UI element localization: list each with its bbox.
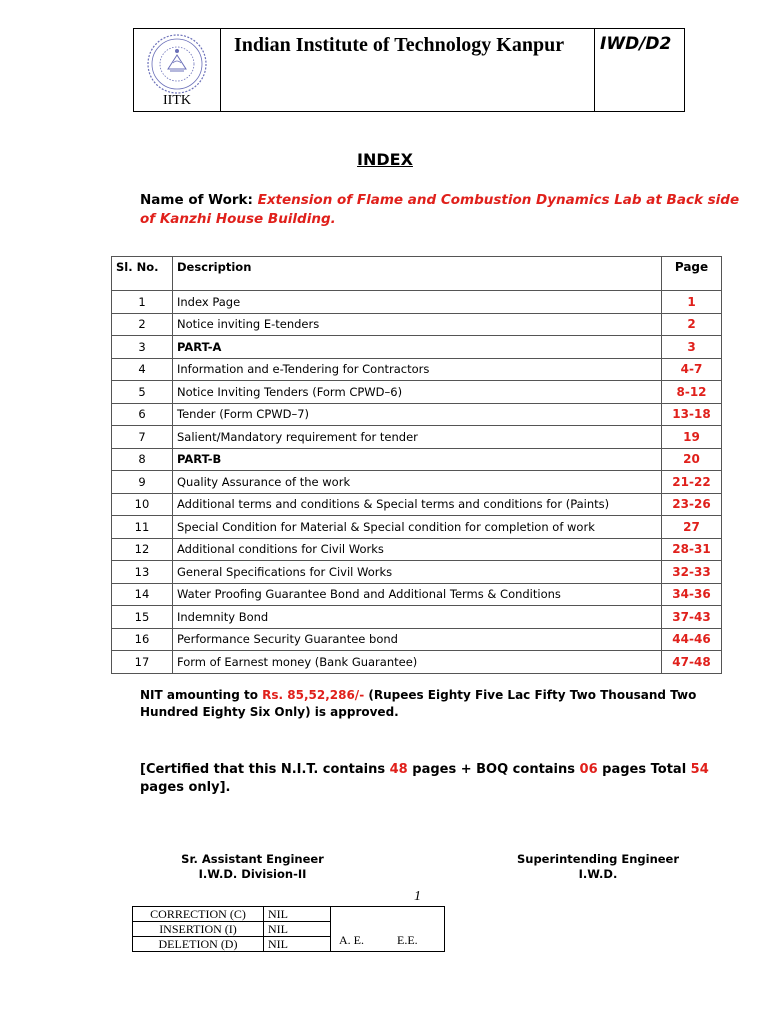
row-page: 13-18: [662, 403, 722, 426]
document-code: IWD/D2: [600, 34, 672, 54]
nit-approval: [140, 687, 740, 721]
work-label: Name of Work:: [140, 192, 253, 208]
row-sl-no: 2: [112, 313, 173, 336]
index-table: [111, 256, 722, 674]
corrections-table: [132, 906, 445, 952]
sig-right-dept: I.W.D.: [578, 867, 618, 881]
signature-right: [500, 852, 696, 882]
work-name: Extension of Flame and Combustion Dynamics Lab at Back side of Kanzhi House Building.: [140, 192, 740, 227]
table-row: [112, 606, 722, 629]
table-row: [112, 583, 722, 606]
table-row: [112, 313, 722, 336]
row-description: Form of Earnest money (Bank Guarantee): [173, 651, 662, 674]
ee-label: E.E.: [397, 933, 418, 947]
cert-text-1: [Certified that this N.I.T. contains: [140, 762, 390, 777]
logo-label: IITK: [163, 93, 191, 108]
row-description: Salient/Mandatory requirement for tender: [173, 426, 662, 449]
table-row: [112, 381, 722, 404]
row-sl-no: 15: [112, 606, 173, 629]
signature-left: [160, 852, 345, 882]
row-description: Quality Assurance of the work: [173, 471, 662, 494]
header-page: Page: [662, 257, 722, 291]
correction-label: CORRECTION (C): [133, 907, 264, 922]
row-page: 28-31: [662, 538, 722, 561]
insertion-value: NIL: [264, 922, 331, 937]
table-row: [112, 516, 722, 539]
certificate-statement: [140, 761, 740, 797]
row-sl-no: 3: [112, 336, 173, 359]
table-row: [112, 538, 722, 561]
row-sl-no: 10: [112, 493, 173, 516]
row-page: 47-48: [662, 651, 722, 674]
cert-text-2: pages + BOQ contains: [407, 762, 580, 777]
nit-prefix: NIT amounting to: [140, 688, 263, 702]
row-page: 32-33: [662, 561, 722, 584]
row-description: Additional terms and conditions & Special terms and conditions for (Paints): [173, 493, 662, 516]
row-sl-no: 7: [112, 426, 173, 449]
row-description: Notice inviting E-tenders: [173, 313, 662, 336]
row-description: Information and e-Tendering for Contractors: [173, 358, 662, 381]
institute-name: Indian Institute of Technology Kanpur: [234, 34, 565, 56]
row-sl-no: 4: [112, 358, 173, 381]
row-sl-no: 1: [112, 291, 173, 314]
row-description: PART-A: [173, 336, 662, 359]
row-page: 23-26: [662, 493, 722, 516]
table-row: [112, 561, 722, 584]
table-row: [112, 651, 722, 674]
row-description: Special Condition for Material & Special condition for completion of work: [173, 516, 662, 539]
row-page: 2: [662, 313, 722, 336]
institute-cell: [220, 29, 595, 111]
iitk-seal-icon: [146, 33, 208, 95]
table-row: [112, 336, 722, 359]
table-row: [112, 471, 722, 494]
row-description: Tender (Form CPWD–7): [173, 403, 662, 426]
row-sl-no: 17: [112, 651, 173, 674]
logo-cell: [134, 29, 221, 111]
row-sl-no: 6: [112, 403, 173, 426]
row-page: 4-7: [662, 358, 722, 381]
row-page: 19: [662, 426, 722, 449]
page-number: 1: [414, 889, 421, 904]
row-sl-no: 8: [112, 448, 173, 471]
ae-label: A. E.: [339, 933, 364, 947]
row-sl-no: 14: [112, 583, 173, 606]
row-description: Index Page: [173, 291, 662, 314]
correction-value: NIL: [264, 907, 331, 922]
row-sl-no: 5: [112, 381, 173, 404]
cert-boq-pages: 06: [579, 762, 598, 777]
row-sl-no: 13: [112, 561, 173, 584]
row-page: 8-12: [662, 381, 722, 404]
document-header: [133, 28, 685, 112]
row-sl-no: 9: [112, 471, 173, 494]
name-of-work: [140, 191, 740, 229]
table-row: [112, 358, 722, 381]
sig-left-title: Sr. Assistant Engineer: [181, 852, 324, 866]
row-sl-no: 12: [112, 538, 173, 561]
insertion-label: INSERTION (I): [133, 922, 264, 937]
table-row: [112, 291, 722, 314]
row-description: Additional conditions for Civil Works: [173, 538, 662, 561]
deletion-label: DELETION (D): [133, 937, 264, 952]
nit-suffix: (Rupees Eighty Five Lac Fifty Two Thousand Two Hundred Eighty Six Only) is approved.: [140, 688, 697, 719]
row-page: 20: [662, 448, 722, 471]
row-page: 21-22: [662, 471, 722, 494]
row-page: 37-43: [662, 606, 722, 629]
deletion-value: NIL: [264, 937, 331, 952]
correction-row: [133, 907, 445, 922]
row-sl-no: 16: [112, 628, 173, 651]
row-description: Water Proofing Guarantee Bond and Additional Terms & Conditions: [173, 583, 662, 606]
row-description: Notice Inviting Tenders (Form CPWD–6): [173, 381, 662, 404]
sig-right-title: Superintending Engineer: [516, 852, 680, 866]
row-sl-no: 11: [112, 516, 173, 539]
row-description: General Specifications for Civil Works: [173, 561, 662, 584]
nit-amount: Rs. 85,52,286/-: [262, 688, 365, 702]
header-description: Description: [173, 257, 662, 291]
page-title: INDEX: [357, 150, 413, 169]
cert-text-4: pages only].: [140, 780, 231, 795]
table-row: [112, 628, 722, 651]
row-description: PART-B: [173, 448, 662, 471]
row-page: 3: [662, 336, 722, 359]
cert-text-3: pages Total: [597, 762, 691, 777]
sign-cell: [331, 907, 445, 952]
index-table-header: [112, 257, 722, 291]
table-row: [112, 493, 722, 516]
row-description: Performance Security Guarantee bond: [173, 628, 662, 651]
row-page: 44-46: [662, 628, 722, 651]
row-page: 1: [662, 291, 722, 314]
table-row: [112, 448, 722, 471]
cert-total-pages: 54: [690, 762, 709, 777]
row-page: 27: [662, 516, 722, 539]
sig-left-dept: I.W.D. Division-II: [198, 867, 307, 881]
table-row: [112, 403, 722, 426]
header-sl-no: Sl. No.: [112, 257, 173, 291]
row-page: 34-36: [662, 583, 722, 606]
row-description: Indemnity Bond: [173, 606, 662, 629]
cert-nit-pages: 48: [389, 762, 408, 777]
doc-code-cell: [594, 29, 684, 111]
table-row: [112, 426, 722, 449]
